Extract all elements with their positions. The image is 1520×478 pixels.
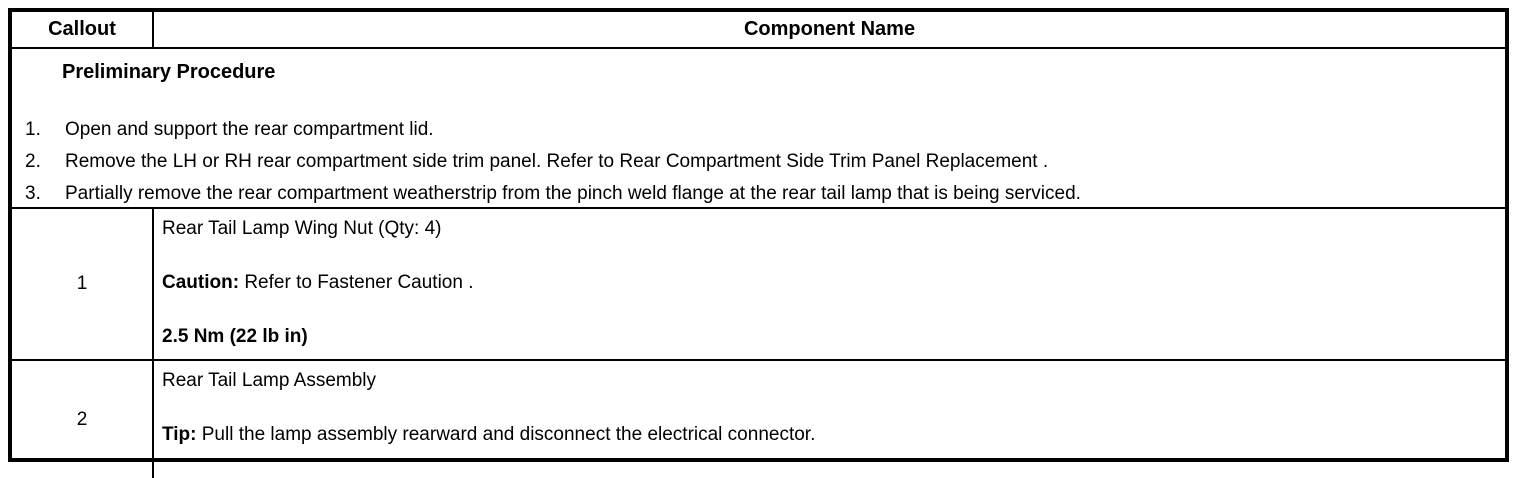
component-name-text: Rear Tail Lamp Wing Nut (Qty: 4) xyxy=(162,218,442,239)
tip-text: Pull the lamp assembly rearward and disconnect the electrical connector. xyxy=(196,424,816,445)
callout-component-table xyxy=(8,8,1509,462)
procedure-step xyxy=(12,146,1495,178)
step-text: Remove the LH or RH rear compartment side trim panel. Refer to Rear Compartment Side Trim Panel Replacement . xyxy=(65,151,1049,172)
caution-label: Caution: xyxy=(162,272,240,293)
component-name-header-cell xyxy=(154,12,1505,47)
table-header-row xyxy=(12,12,1505,49)
preliminary-steps-list xyxy=(12,114,1495,209)
step-text: Partially remove the rear compartment weatherstrip from the pinch weld flange at the rear tail lamp that is being serviced. xyxy=(65,183,1081,204)
callout-number-cell xyxy=(12,209,154,359)
step-number: 2. xyxy=(25,151,41,172)
callout-header-cell xyxy=(12,12,154,47)
procedure-step xyxy=(12,178,1495,209)
component-description-cell xyxy=(154,361,1505,478)
step-text: Open and support the rear compartment lid. xyxy=(65,119,434,140)
table-row xyxy=(12,209,1505,361)
callout-header-label: Callout xyxy=(48,18,116,40)
component-name-text: Rear Tail Lamp Assembly xyxy=(162,370,377,391)
tip-note xyxy=(162,424,1495,446)
callout-number: 1 xyxy=(76,273,88,294)
preliminary-procedure-section xyxy=(12,49,1505,209)
step-number: 1. xyxy=(25,119,41,140)
tip-label: Tip: xyxy=(162,424,197,445)
step-number: 3. xyxy=(25,183,41,204)
component-name-header-label: Component Name xyxy=(743,18,916,40)
callout-number: 2 xyxy=(76,408,88,430)
caution-note xyxy=(162,272,1495,294)
component-description-cell xyxy=(154,209,1505,359)
caution-text: Refer to Fastener Caution . xyxy=(239,272,474,293)
preliminary-procedure-title: Preliminary Procedure xyxy=(62,61,276,83)
torque-spec: 2.5 Nm (22 lb in) xyxy=(162,326,308,347)
procedure-step xyxy=(12,114,1495,146)
table-row xyxy=(12,361,1505,478)
callout-number-cell xyxy=(12,361,154,478)
